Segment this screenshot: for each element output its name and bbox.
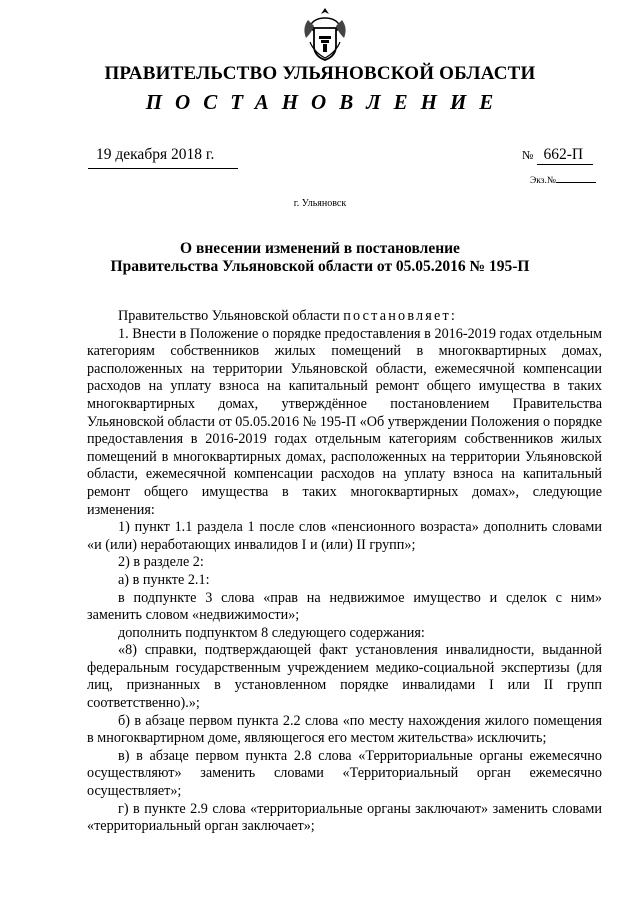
decree-number xyxy=(522,146,593,165)
number-value: 662-П xyxy=(537,146,593,165)
paragraph-6: дополнить подпунктом 8 следующего содержания: xyxy=(118,624,425,641)
date-underline xyxy=(88,168,238,169)
decree-body xyxy=(87,308,602,836)
paragraph-3: 2) в разделе 2: xyxy=(118,554,204,571)
paragraph-10: г) в пункте 2.9 слова «территориальные органы заключают» заменить словами «территориальный орган заключает»; xyxy=(87,800,602,835)
decree-date: 19 декабря 2018 г. xyxy=(96,146,215,163)
preamble-verb: постановляет: xyxy=(343,308,458,324)
copy-label: Экз.№ xyxy=(530,176,556,186)
copy-underline xyxy=(556,182,596,183)
paragraph-1: 1. Внести в Положение о порядке предоставления в 2016-2019 годах отдельным категориям собственников жилых помещений в многоквартирных домах, расположенных на территории Ульяновской области, ежемесячной компенсации расходов на уплату взноса на капитальный ремонт общего имущества в таких многоквартирных домах, утверждённое постановлением Правительства Ульяновской области от 05.05.2016 № 195-П «Об утверждении Положения о порядке предоставления в 2016-2019 годах отдельным категориям собственников жилых помещений в многоквартирных домах, расположенных на территории Ульяновской области, ежемесячной компенсации расходов на уплату взноса на капитальный ремонт общего имущества в таких многоквартирных домах», следующие изменения: xyxy=(87,325,602,518)
paragraph-8: б) в абзаце первом пункта 2.2 слова «по месту нахождения жилого помещения в многоквартирном доме, являющегося его местом жительства» исключить; xyxy=(87,712,602,747)
paragraph-5: в подпункте 3 слова «прав на недвижимое имущество и сделок с ним» заменить словом «недвижимости»; xyxy=(87,589,602,624)
decree-title xyxy=(0,240,640,276)
number-sign: № xyxy=(522,148,534,162)
paragraph-2: 1) пункт 1.1 раздела 1 после слов «пенсионного возраста» дополнить словами «и (или) неработающих инвалидов I и (или) II групп»; xyxy=(87,519,602,553)
paragraph-9: в) в абзаце первом пункта 2.8 слова «Территориальные органы ежемесячно осуществляют» заменить словами «Территориальный орган ежемесячно осуществляет»; xyxy=(87,747,602,800)
paragraph-4: а) в пункте 2.1: xyxy=(118,571,210,588)
government-name: ПРАВИТЕЛЬСТВО УЛЬЯНОВСКОЙ ОБЛАСТИ xyxy=(104,63,536,84)
title-line-1: О внесении изменений в постановление xyxy=(180,240,460,257)
coat-of-arms-icon xyxy=(300,6,350,62)
copy-number xyxy=(530,176,596,186)
city: г. Ульяновск xyxy=(293,198,347,209)
title-line-2: Правительства Ульяновской области от 05.05.2016 № 195-П xyxy=(110,258,530,275)
document-type: ПОСТАНОВЛЕНИЕ xyxy=(145,90,507,114)
paragraph-7: «8) справки, подтверждающей факт установления инвалидности, выданной федеральным государственным учреждением медико-социальной экспертизы (для лиц, признанных в установленном порядке инвалидами I или II групп соответственно).»; xyxy=(87,642,602,712)
preamble-subject: Правительство Ульяновской области xyxy=(118,308,340,324)
preamble xyxy=(87,308,602,326)
